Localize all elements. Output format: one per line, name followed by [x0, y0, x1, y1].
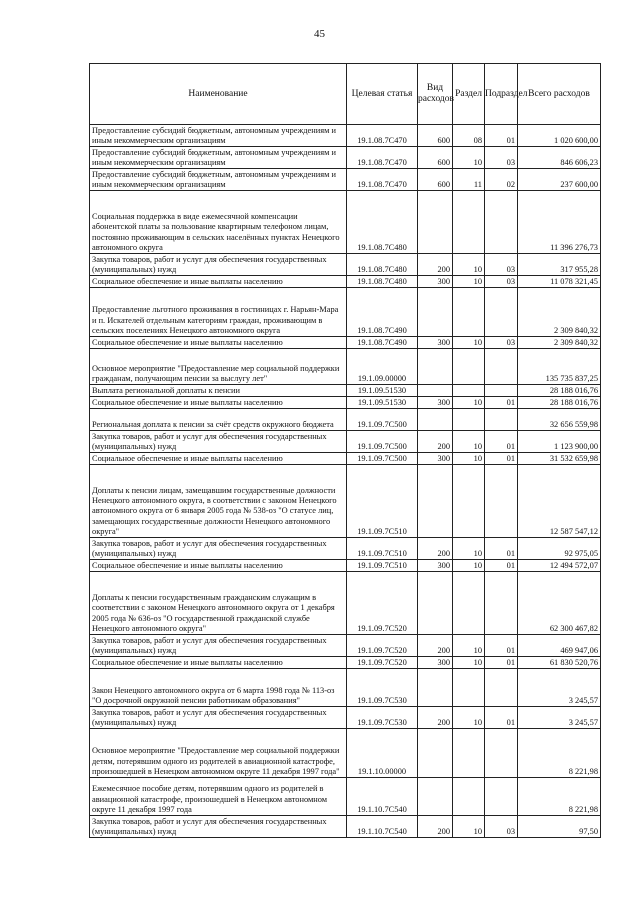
cell-target: 19.1.08.7С490 — [347, 288, 418, 337]
table-row — [90, 409, 601, 431]
table-row — [90, 560, 601, 572]
cell-kind — [418, 409, 453, 431]
table-row — [90, 707, 601, 729]
cell-subsection — [485, 729, 518, 778]
cell-subsection: 03 — [485, 147, 518, 169]
cell-kind — [418, 572, 453, 635]
cell-subsection: 01 — [485, 538, 518, 560]
cell-total: 8 221,98 — [518, 729, 601, 778]
cell-name: Социальное обеспечение и иные выплаты населению — [90, 276, 347, 288]
header-expense-kind: Вид расходов — [418, 64, 453, 125]
cell-target: 19.1.09.51530 — [347, 385, 418, 397]
cell-total: 32 656 559,98 — [518, 409, 601, 431]
cell-name: Закупка товаров, работ и услуг для обеспечения государственных (муниципальных) нужд — [90, 707, 347, 729]
cell-target: 19.1.09.7С520 — [347, 657, 418, 669]
cell-name: Предоставление субсидий бюджетным, автономным учреждениям и иным некоммерческим организациям — [90, 125, 347, 147]
table-row — [90, 669, 601, 707]
cell-section: 10 — [453, 816, 485, 838]
cell-kind — [418, 729, 453, 778]
cell-total: 92 975,05 — [518, 538, 601, 560]
cell-subsection — [485, 572, 518, 635]
cell-name: Социальная поддержка в виде ежемесячной компенсации абонентской платы за пользование квартирным телефоном лицам, постоянно проживающим в сельских населённых пунктах Ненецкого автономного округа — [90, 191, 347, 254]
table-row — [90, 465, 601, 538]
cell-section — [453, 669, 485, 707]
cell-name: Закупка товаров, работ и услуг для обеспечения государственных (муниципальных) нужд — [90, 431, 347, 453]
cell-name: Региональная доплата к пенсии за счёт средств окружного бюджета — [90, 409, 347, 431]
cell-target: 19.1.09.7С520 — [347, 635, 418, 657]
cell-name: Закупка товаров, работ и услуг для обеспечения государственных (муниципальных) нужд — [90, 538, 347, 560]
cell-kind: 300 — [418, 276, 453, 288]
cell-kind: 300 — [418, 337, 453, 349]
cell-total: 97,50 — [518, 816, 601, 838]
cell-name: Основное мероприятие "Предоставление мер социальной поддержки гражданам, получающим пенсии за выслугу лет" — [90, 349, 347, 385]
cell-total: 31 532 659,98 — [518, 453, 601, 465]
cell-target: 19.1.09.7С530 — [347, 669, 418, 707]
header-total: Всего расходов — [518, 64, 601, 125]
table-row — [90, 385, 601, 397]
cell-kind — [418, 349, 453, 385]
cell-kind: 200 — [418, 538, 453, 560]
cell-target: 19.1.08.7С480 — [347, 191, 418, 254]
cell-section: 10 — [453, 538, 485, 560]
table-row — [90, 657, 601, 669]
cell-total: 317 955,28 — [518, 254, 601, 276]
table-row — [90, 538, 601, 560]
table-row — [90, 337, 601, 349]
cell-total: 237 600,00 — [518, 169, 601, 191]
table-row — [90, 431, 601, 453]
table-row — [90, 778, 601, 816]
cell-subsection: 03 — [485, 276, 518, 288]
cell-subsection — [485, 349, 518, 385]
cell-name: Социальное обеспечение и иные выплаты населению — [90, 657, 347, 669]
cell-subsection: 02 — [485, 169, 518, 191]
cell-section — [453, 778, 485, 816]
header-name: Наименование — [90, 64, 347, 125]
cell-subsection: 01 — [485, 125, 518, 147]
cell-section — [453, 409, 485, 431]
table-row — [90, 147, 601, 169]
cell-kind: 300 — [418, 397, 453, 409]
cell-kind — [418, 385, 453, 397]
table-row — [90, 288, 601, 337]
cell-target: 19.1.10.7С540 — [347, 816, 418, 838]
cell-kind: 300 — [418, 453, 453, 465]
cell-kind — [418, 669, 453, 707]
table-row — [90, 169, 601, 191]
header-row — [90, 64, 601, 125]
cell-section: 10 — [453, 657, 485, 669]
cell-name: Закупка товаров, работ и услуг для обеспечения государственных (муниципальных) нужд — [90, 816, 347, 838]
cell-section: 10 — [453, 635, 485, 657]
cell-target: 19.1.10.7С540 — [347, 778, 418, 816]
cell-kind — [418, 288, 453, 337]
cell-section: 11 — [453, 169, 485, 191]
cell-subsection: 01 — [485, 560, 518, 572]
cell-name: Закон Ненецкого автономного округа от 6 марта 1998 года № 113-оз "О досрочной окружной пенсии работникам образования" — [90, 669, 347, 707]
cell-name: Основное мероприятие "Предоставление мер социальной поддержки детям, потерявшим одного из родителей в авиационной катастрофе, произошедшей в Ненецком автономном округе 11 декабря 1997 года" — [90, 729, 347, 778]
cell-section: 10 — [453, 337, 485, 349]
table-row — [90, 397, 601, 409]
cell-name: Доплаты к пенсии лицам, замещавшим государственные должности Ненецкого автономного округа, в соответствии с законом Ненецкого автономного округа от 6 января 2005 года № 538-оз "О статусе лиц, замещающих государственные должности Ненецкого автономного округа" — [90, 465, 347, 538]
cell-subsection: 01 — [485, 431, 518, 453]
cell-name: Предоставление льготного проживания в гостиницах г. Нарьян-Мара и п. Искателей отдельным категориям граждан, проживающим в сельских поселениях Ненецкого автономного округа — [90, 288, 347, 337]
cell-section: 10 — [453, 560, 485, 572]
cell-target: 19.1.09.7С510 — [347, 465, 418, 538]
cell-section — [453, 465, 485, 538]
cell-kind — [418, 465, 453, 538]
cell-section — [453, 349, 485, 385]
cell-name: Ежемесячное пособие детям, потерявшим одного из родителей в авиационной катастрофе, произошедшей в Ненецком автономном округе 11 декабря 1997 года — [90, 778, 347, 816]
cell-target: 19.1.09.7С510 — [347, 538, 418, 560]
cell-name: Предоставление субсидий бюджетным, автономным учреждениям и иным некоммерческим организациям — [90, 169, 347, 191]
cell-subsection — [485, 191, 518, 254]
cell-kind — [418, 191, 453, 254]
cell-total: 2 309 840,32 — [518, 337, 601, 349]
cell-total: 28 188 016,76 — [518, 397, 601, 409]
cell-section — [453, 572, 485, 635]
cell-section — [453, 191, 485, 254]
cell-subsection — [485, 288, 518, 337]
cell-total: 12 494 572,07 — [518, 560, 601, 572]
table-row — [90, 125, 601, 147]
cell-total: 135 735 837,25 — [518, 349, 601, 385]
table-row — [90, 349, 601, 385]
cell-kind: 300 — [418, 657, 453, 669]
cell-total: 61 830 520,76 — [518, 657, 601, 669]
cell-total: 1 020 600,00 — [518, 125, 601, 147]
cell-kind: 200 — [418, 816, 453, 838]
cell-subsection: 01 — [485, 397, 518, 409]
cell-name: Выплата региональной доплаты к пенсии — [90, 385, 347, 397]
cell-kind: 600 — [418, 125, 453, 147]
cell-subsection: 01 — [485, 453, 518, 465]
cell-target: 19.1.08.7С480 — [347, 254, 418, 276]
cell-target: 19.1.08.7С470 — [347, 125, 418, 147]
cell-target: 19.1.09.7С520 — [347, 572, 418, 635]
cell-section: 10 — [453, 254, 485, 276]
cell-subsection: 03 — [485, 337, 518, 349]
cell-total: 62 300 467,82 — [518, 572, 601, 635]
cell-total: 11 078 321,45 — [518, 276, 601, 288]
cell-target: 19.1.09.7С510 — [347, 560, 418, 572]
cell-total: 3 245,57 — [518, 669, 601, 707]
table-row — [90, 572, 601, 635]
table-row — [90, 276, 601, 288]
cell-kind: 200 — [418, 254, 453, 276]
cell-target: 19.1.09.7С500 — [347, 409, 418, 431]
cell-subsection: 03 — [485, 816, 518, 838]
cell-target: 19.1.08.7С480 — [347, 276, 418, 288]
cell-target: 19.1.09.51530 — [347, 397, 418, 409]
cell-total: 8 221,98 — [518, 778, 601, 816]
cell-subsection: 01 — [485, 657, 518, 669]
cell-name: Доплаты к пенсии государственным гражданским служащим в соответствии с законом Ненецкого автономного округа от 1 декабря 2005 года № 636-оз "О государственной гражданской службе Ненецкого автономного округа" — [90, 572, 347, 635]
cell-target: 19.1.08.7С490 — [347, 337, 418, 349]
cell-name: Социальное обеспечение и иные выплаты населению — [90, 560, 347, 572]
cell-name: Закупка товаров, работ и услуг для обеспечения государственных (муниципальных) нужд — [90, 635, 347, 657]
cell-target: 19.1.08.7С470 — [347, 147, 418, 169]
cell-subsection: 01 — [485, 707, 518, 729]
header-subsection: Подраздел — [485, 64, 518, 125]
cell-section — [453, 288, 485, 337]
cell-name: Закупка товаров, работ и услуг для обеспечения государственных (муниципальных) нужд — [90, 254, 347, 276]
cell-total: 11 396 276,73 — [518, 191, 601, 254]
cell-name: Социальное обеспечение и иные выплаты населению — [90, 453, 347, 465]
table-row — [90, 453, 601, 465]
cell-name: Предоставление субсидий бюджетным, автономным учреждениям и иным некоммерческим организациям — [90, 147, 347, 169]
cell-section: 08 — [453, 125, 485, 147]
cell-section — [453, 729, 485, 778]
cell-section — [453, 385, 485, 397]
cell-target: 19.1.09.00000 — [347, 349, 418, 385]
table-body — [90, 125, 601, 838]
cell-kind: 300 — [418, 560, 453, 572]
cell-subsection — [485, 385, 518, 397]
cell-section: 10 — [453, 276, 485, 288]
cell-section: 10 — [453, 147, 485, 169]
cell-target: 19.1.09.7С530 — [347, 707, 418, 729]
cell-section: 10 — [453, 431, 485, 453]
table-row — [90, 816, 601, 838]
table-row — [90, 254, 601, 276]
cell-name: Социальное обеспечение и иные выплаты населению — [90, 337, 347, 349]
cell-subsection: 01 — [485, 635, 518, 657]
cell-kind: 200 — [418, 431, 453, 453]
cell-total: 469 947,06 — [518, 635, 601, 657]
cell-total: 28 188 016,76 — [518, 385, 601, 397]
cell-total: 846 606,23 — [518, 147, 601, 169]
cell-subsection: 03 — [485, 254, 518, 276]
cell-section: 10 — [453, 453, 485, 465]
cell-kind: 600 — [418, 169, 453, 191]
cell-kind: 200 — [418, 707, 453, 729]
table-row — [90, 191, 601, 254]
header-section: Раздел — [453, 64, 485, 125]
cell-total: 1 123 900,00 — [518, 431, 601, 453]
header-target-article: Целевая статья — [347, 64, 418, 125]
cell-section: 10 — [453, 397, 485, 409]
cell-total: 3 245,57 — [518, 707, 601, 729]
cell-kind: 600 — [418, 147, 453, 169]
cell-target: 19.1.10.00000 — [347, 729, 418, 778]
cell-subsection — [485, 778, 518, 816]
cell-section: 10 — [453, 707, 485, 729]
cell-subsection — [485, 669, 518, 707]
cell-name: Социальное обеспечение и иные выплаты населению — [90, 397, 347, 409]
cell-kind — [418, 778, 453, 816]
table-row — [90, 635, 601, 657]
cell-subsection — [485, 409, 518, 431]
cell-target: 19.1.09.7С500 — [347, 453, 418, 465]
cell-target: 19.1.09.7С500 — [347, 431, 418, 453]
table-row — [90, 729, 601, 778]
cell-total: 12 587 547,12 — [518, 465, 601, 538]
page-number: 45 — [314, 28, 325, 40]
cell-total: 2 309 840,32 — [518, 288, 601, 337]
cell-kind: 200 — [418, 635, 453, 657]
cell-subsection — [485, 465, 518, 538]
budget-table — [89, 63, 601, 838]
cell-target: 19.1.08.7С470 — [347, 169, 418, 191]
